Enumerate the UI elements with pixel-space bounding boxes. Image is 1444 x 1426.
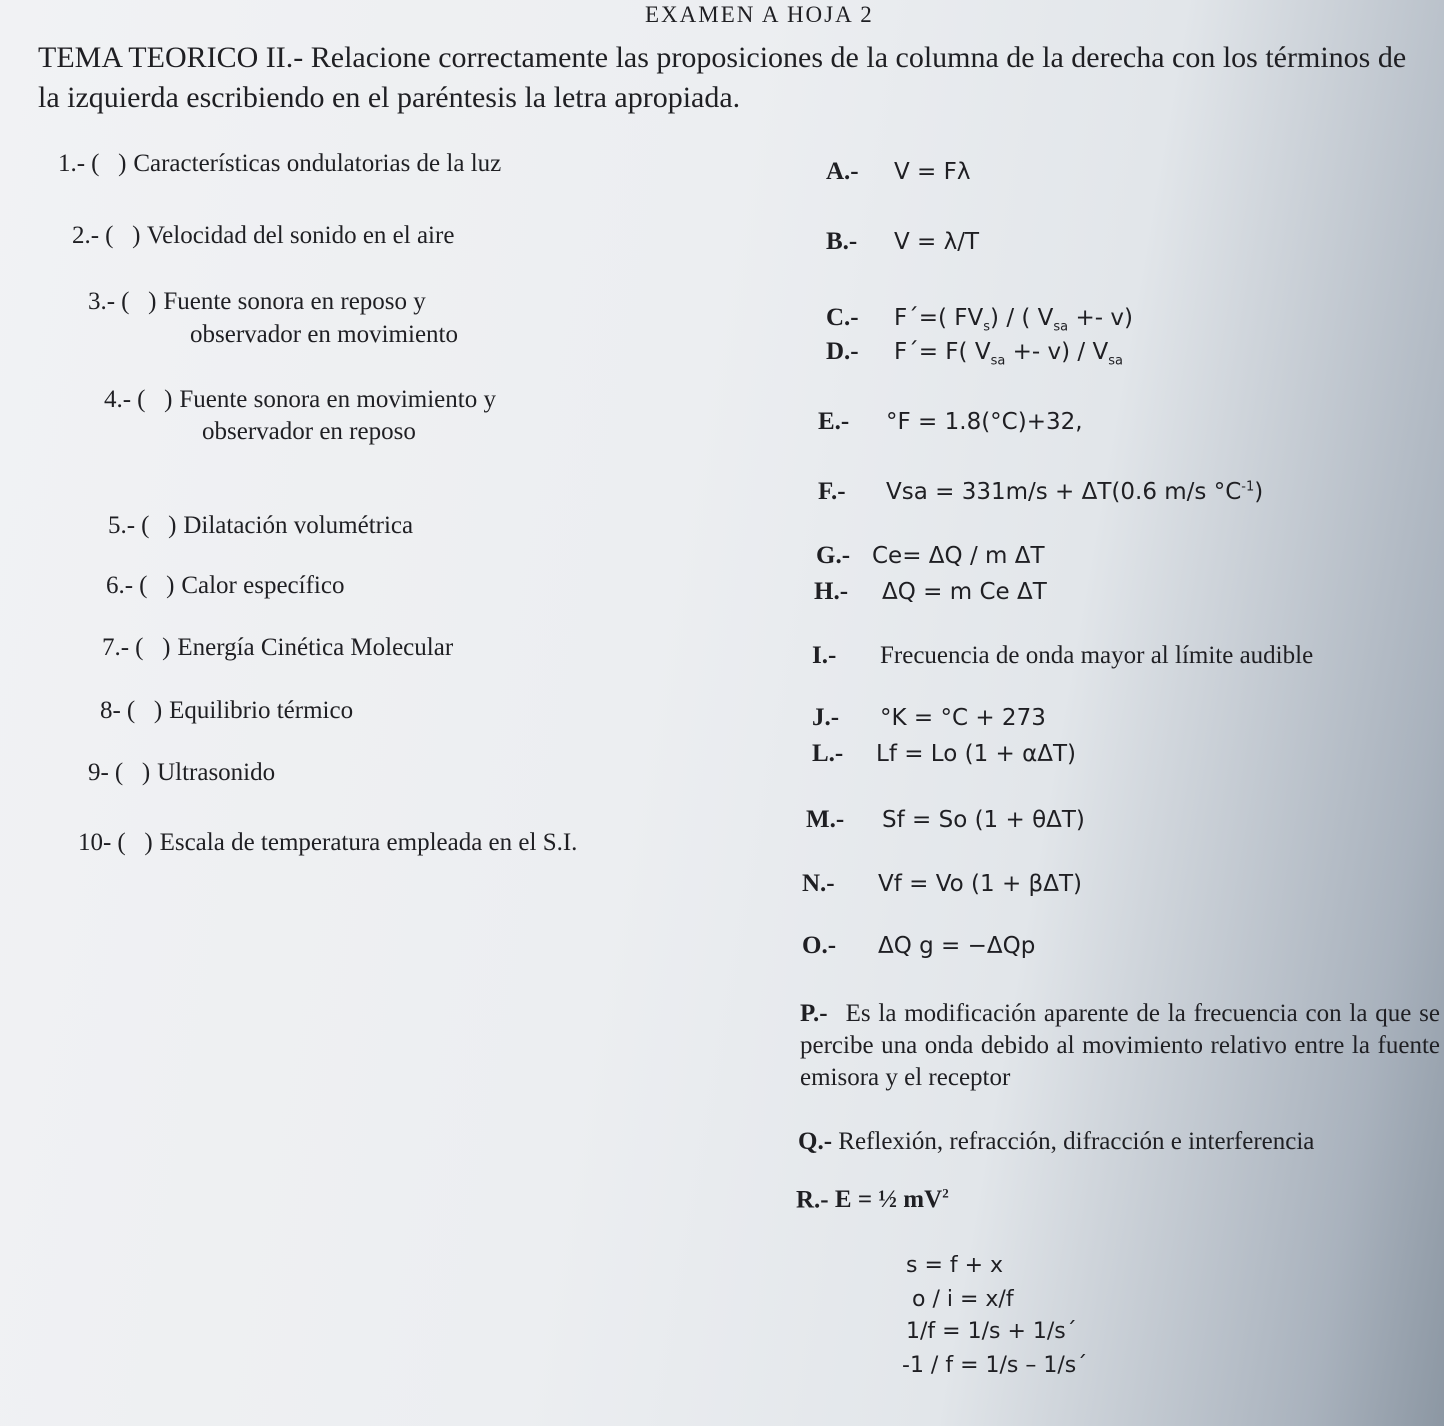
option-letter: Q.- — [798, 1128, 833, 1155]
option-o — [802, 932, 1035, 960]
option-formula: Ce= ΔQ / m ΔT — [872, 543, 1045, 569]
question-number: 3.- — [88, 288, 116, 315]
question-2 — [72, 222, 454, 250]
option-j — [812, 704, 1046, 732]
option-letter: O.- — [802, 932, 837, 959]
question-number: 7.- — [102, 634, 130, 661]
option-d — [826, 338, 1123, 369]
option-r — [796, 1186, 949, 1214]
question-9 — [88, 759, 275, 787]
question-text: Energía Cinética Molecular — [177, 634, 454, 661]
page-header: EXAMEN A HOJA 2 — [645, 2, 874, 27]
option-e — [818, 408, 1083, 436]
option-description: Frecuencia de onda mayor al límite audible — [880, 642, 1314, 669]
option-formula: Vsa = 331m/s + ΔT(0.6 m/s $^\circ C^{-1}$) — [886, 479, 1264, 505]
option-letter: L.- — [812, 740, 844, 767]
section-title: TEMA TEORICO II.- Relacione correctamente las proposiciones de la columna de la derecha con los términos de la izquierda escribiendo en el paréntesis la letra apropiada. — [38, 41, 1407, 114]
answer-blank[interactable]: ( ) — [141, 512, 177, 539]
option-letter: A.- — [826, 158, 859, 185]
option-description: Reflexión, refracción, difracción e interferencia — [838, 1128, 1315, 1155]
question-number: 10- — [78, 829, 112, 856]
option-m — [806, 806, 1085, 834]
option-formula: V = Fλ — [894, 159, 971, 185]
option-formula: Sf = So (1 + θΔT) — [882, 807, 1085, 833]
lens-formula-2: o / i = x/f — [912, 1287, 1014, 1312]
answer-blank[interactable]: ( ) — [121, 288, 157, 315]
question-number: 2.- — [72, 222, 100, 249]
option-formula: F´=( $FV_s$) / ( $V_{sa} +- v$) — [894, 305, 1133, 335]
answer-blank[interactable]: ( ) — [114, 759, 151, 786]
answer-blank[interactable]: ( ) — [139, 572, 175, 599]
question-text: Ultrasonido — [157, 759, 276, 786]
question-6 — [106, 572, 344, 600]
option-formula: °F = 1.8(°C)+32, — [886, 409, 1083, 435]
question-number: 4.- — [104, 386, 132, 413]
lens-formula-1: s = f + x — [906, 1253, 1004, 1278]
option-letter: H.- — [814, 578, 849, 605]
option-l — [812, 740, 1076, 768]
option-formula: V = λ/T — [894, 229, 980, 255]
question-number: 1.- — [58, 150, 86, 177]
option-letter: J.- — [812, 704, 840, 731]
option-letter: B.- — [826, 228, 858, 255]
question-number: 8- — [100, 697, 121, 724]
option-letter: C.- — [826, 304, 859, 331]
option-f — [818, 478, 1263, 506]
question-text: Equilibrio térmico — [169, 697, 354, 724]
option-n — [802, 870, 1082, 898]
option-q — [798, 1128, 1314, 1156]
option-formula: Lf = Lo (1 + αΔT) — [876, 741, 1077, 767]
question-4 — [104, 386, 496, 414]
option-i — [812, 642, 1313, 670]
option-c — [826, 304, 1133, 335]
question-text: Calor específico — [181, 572, 345, 599]
option-letter: N.- — [802, 870, 835, 897]
option-description: Es la modificación aparente de la frecuencia con la que se percibe una onda debido al movimiento relativo entre la fuente emisora y el receptor — [800, 1000, 1440, 1091]
question-3-line2: observador en movimiento — [190, 321, 458, 348]
answer-blank[interactable]: ( ) — [135, 634, 171, 661]
option-b — [826, 228, 979, 256]
option-formula: F´= F( $V_{sa} +- v) / V_{sa}$ — [894, 339, 1123, 369]
question-4-line2: observador en reposo — [202, 418, 416, 445]
question-10 — [78, 829, 577, 857]
answer-blank[interactable]: ( ) — [117, 829, 153, 856]
question-8 — [100, 697, 353, 725]
question-number: 6.- — [106, 572, 134, 599]
option-p — [800, 998, 1440, 1094]
option-letter: P.- — [800, 1000, 828, 1027]
question-7 — [102, 634, 453, 662]
answer-blank[interactable]: ( ) — [126, 697, 163, 724]
option-formula: ΔQ g = −ΔQp — [878, 933, 1036, 959]
question-text: Fuente sonora en movimiento y — [179, 386, 496, 413]
option-letter: D.- — [826, 338, 859, 365]
option-g — [816, 542, 1045, 570]
option-letter: E.- — [818, 408, 850, 435]
option-formula: °K = °C + 273 — [880, 705, 1046, 731]
option-letter: G.- — [816, 542, 851, 569]
option-h — [814, 578, 1047, 606]
question-number: 9- — [88, 759, 109, 786]
option-letter: F.- — [818, 478, 846, 505]
lens-formula-4: -1 / f = 1/s – 1/s´ — [902, 1353, 1088, 1378]
option-formula: E = ½ $mV^2$ — [834, 1186, 949, 1214]
option-letter: M.- — [806, 806, 845, 833]
option-a — [826, 158, 970, 186]
question-text: Fuente sonora en reposo y — [163, 288, 426, 315]
question-text: Dilatación volumétrica — [183, 512, 414, 539]
answer-blank[interactable]: ( ) — [91, 150, 127, 177]
option-formula: Vf = Vo (1 + βΔT) — [878, 871, 1082, 897]
question-3 — [88, 288, 426, 316]
question-number: 5.- — [108, 512, 136, 539]
question-text: Velocidad del sonido en el aire — [146, 222, 455, 249]
option-letter: I.- — [812, 642, 837, 669]
question-1 — [58, 150, 501, 178]
question-5 — [108, 512, 413, 540]
option-formula: ΔQ = m Ce ΔT — [882, 579, 1047, 605]
question-text: Escala de temperatura empleada en el S.I. — [159, 829, 578, 856]
lens-formula-3: 1/f = 1/s + 1/s´ — [906, 1319, 1077, 1344]
answer-blank[interactable]: ( ) — [137, 386, 173, 413]
option-letter: R.- — [796, 1186, 829, 1214]
question-text: Características ondulatorias de la luz — [133, 150, 502, 177]
answer-blank[interactable]: ( ) — [105, 222, 141, 249]
